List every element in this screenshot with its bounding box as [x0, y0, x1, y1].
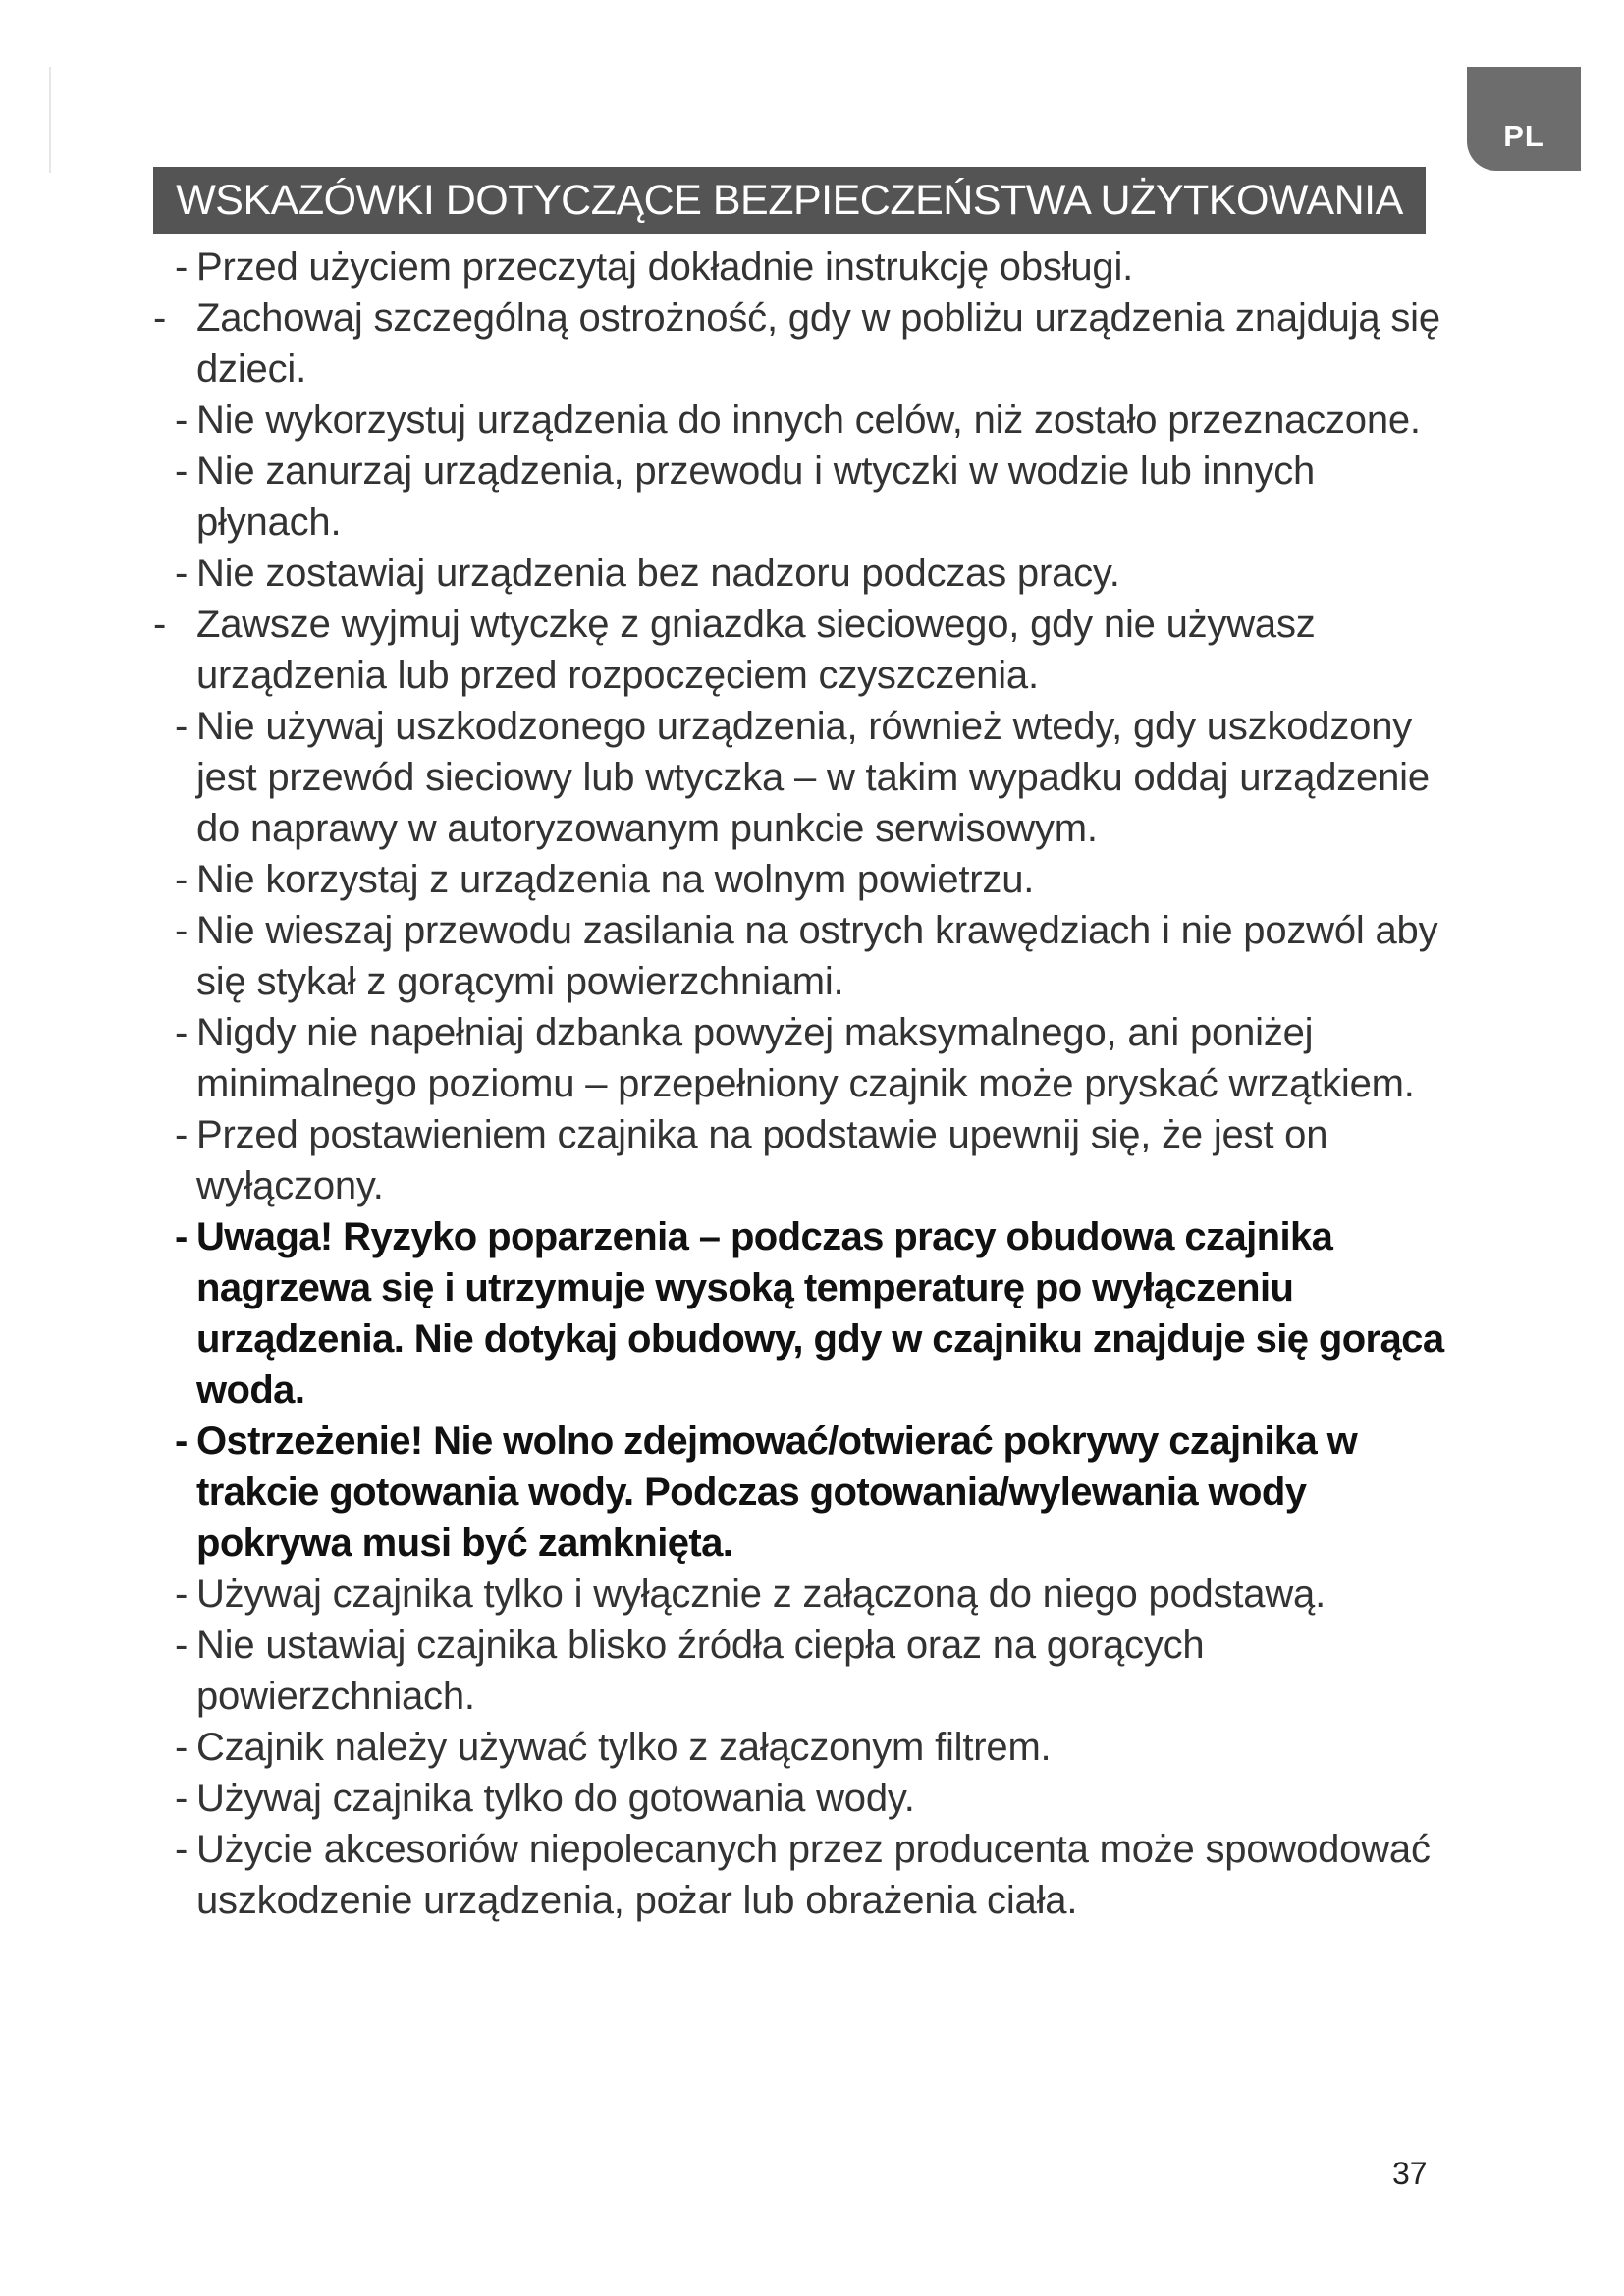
bullet-dash: -: [175, 1726, 189, 1769]
list-item: [147, 701, 1463, 854]
list-item: [147, 1773, 1463, 1824]
bullet-dash: -: [175, 552, 189, 595]
safety-list: [147, 241, 1463, 1926]
item-text: Nie zostawiaj urządzenia bez nadzoru podczas pracy.: [196, 552, 1120, 595]
language-tab: PL: [1467, 67, 1581, 171]
warning-item: [147, 1415, 1463, 1569]
list-item: [147, 599, 1463, 701]
bullet-dash: -: [175, 1113, 189, 1156]
list-item: [147, 548, 1463, 599]
item-text: Nie zanurzaj urządzenia, przewodu i wtyczki w wodzie lub innych płynach.: [196, 450, 1316, 544]
page-edge-mark: [49, 67, 51, 173]
item-text: Nie korzystaj z urządzenia na wolnym powietrzu.: [196, 858, 1035, 901]
item-text: Uwaga! Ryzyko poparzenia – podczas pracy obudowa czajnika nagrzewa się i utrzymuje wysoką temperaturę po wyłączeniu urządzenia. Nie dotykaj obudowy, gdy w czajniku znajduje się gorąca woda.: [196, 1215, 1444, 1412]
bullet-dash: -: [175, 1777, 189, 1820]
bullet-dash: -: [175, 705, 189, 748]
item-text: Przed postawieniem czajnika na podstawie upewnij się, że jest on wyłączony.: [196, 1113, 1328, 1207]
bullet-dash: -: [175, 858, 189, 901]
item-text: Zawsze wyjmuj wtyczkę z gniazdka sieciowego, gdy nie używasz urządzenia lub przed rozpoczęciem czyszczenia.: [196, 603, 1316, 697]
warning-item: [147, 1211, 1463, 1415]
bullet-dash: -: [175, 1419, 188, 1463]
list-item: [147, 446, 1463, 548]
list-item: [147, 905, 1463, 1007]
list-item: [147, 854, 1463, 905]
item-text: Używaj czajnika tylko i wyłącznie z załączoną do niego podstawą.: [196, 1573, 1326, 1616]
item-text: Nigdy nie napełniaj dzbanka powyżej maksymalnego, ani poniżej minimalnego poziomu – przepełniony czajnik może pryskać wrzątkiem.: [196, 1011, 1415, 1105]
list-item: [147, 241, 1463, 293]
list-item: [147, 1007, 1463, 1109]
bullet-dash: -: [175, 399, 189, 442]
list-item: [147, 1824, 1463, 1926]
bullet-dash: -: [175, 245, 189, 289]
page-number: 37: [1392, 2156, 1428, 2191]
bullet-dash: -: [153, 296, 167, 340]
item-text: Nie używaj uszkodzonego urządzenia, również wtedy, gdy uszkodzony jest przewód sieciowy lub wtyczka – w takim wypadku oddaj urządzenie do naprawy w autoryzowanym punkcie serwisowym.: [196, 705, 1430, 850]
item-text: Ostrzeżenie! Nie wolno zdejmować/otwierać pokrywy czajnika w trakcie gotowania wody. Podczas gotowania/wylewania wody pokrywa musi być zamknięta.: [196, 1419, 1358, 1565]
item-text: Nie ustawiaj czajnika blisko źródła ciepła oraz na gorących powierzchniach.: [196, 1624, 1205, 1718]
item-text: Nie wieszaj przewodu zasilania na ostrych krawędziach i nie pozwól aby się stykał z gorącymi powierzchniami.: [196, 909, 1438, 1003]
bullet-dash: -: [175, 1011, 189, 1054]
list-item: [147, 1620, 1463, 1722]
item-text: Zachowaj szczególną ostrożność, gdy w pobliżu urządzenia znajdują się dzieci.: [196, 296, 1440, 391]
bullet-dash: -: [175, 909, 189, 952]
list-item: [147, 1722, 1463, 1773]
bullet-dash: -: [175, 1215, 188, 1258]
list-item: [147, 1109, 1463, 1211]
bullet-dash: -: [175, 1573, 189, 1616]
bullet-dash: -: [175, 450, 189, 493]
item-text: Użycie akcesoriów niepolecanych przez producenta może spowodować uszkodzenie urządzenia, pożar lub obrażenia ciała.: [196, 1828, 1431, 1922]
bullet-dash: -: [175, 1828, 189, 1871]
bullet-dash: -: [175, 1624, 189, 1667]
list-item: [147, 293, 1463, 395]
item-text: Czajnik należy używać tylko z załączonym filtrem.: [196, 1726, 1052, 1769]
item-text: Nie wykorzystuj urządzenia do innych celów, niż zostało przeznaczone.: [196, 399, 1421, 442]
item-text: Przed użyciem przeczytaj dokładnie instrukcję obsługi.: [196, 245, 1134, 289]
item-text: Używaj czajnika tylko do gotowania wody.: [196, 1777, 915, 1820]
bullet-dash: -: [153, 603, 167, 646]
list-item: [147, 395, 1463, 446]
list-item: [147, 1569, 1463, 1620]
section-header: WSKAZÓWKI DOTYCZĄCE BEZPIECZEŃSTWA UŻYTKOWANIA: [153, 167, 1426, 234]
